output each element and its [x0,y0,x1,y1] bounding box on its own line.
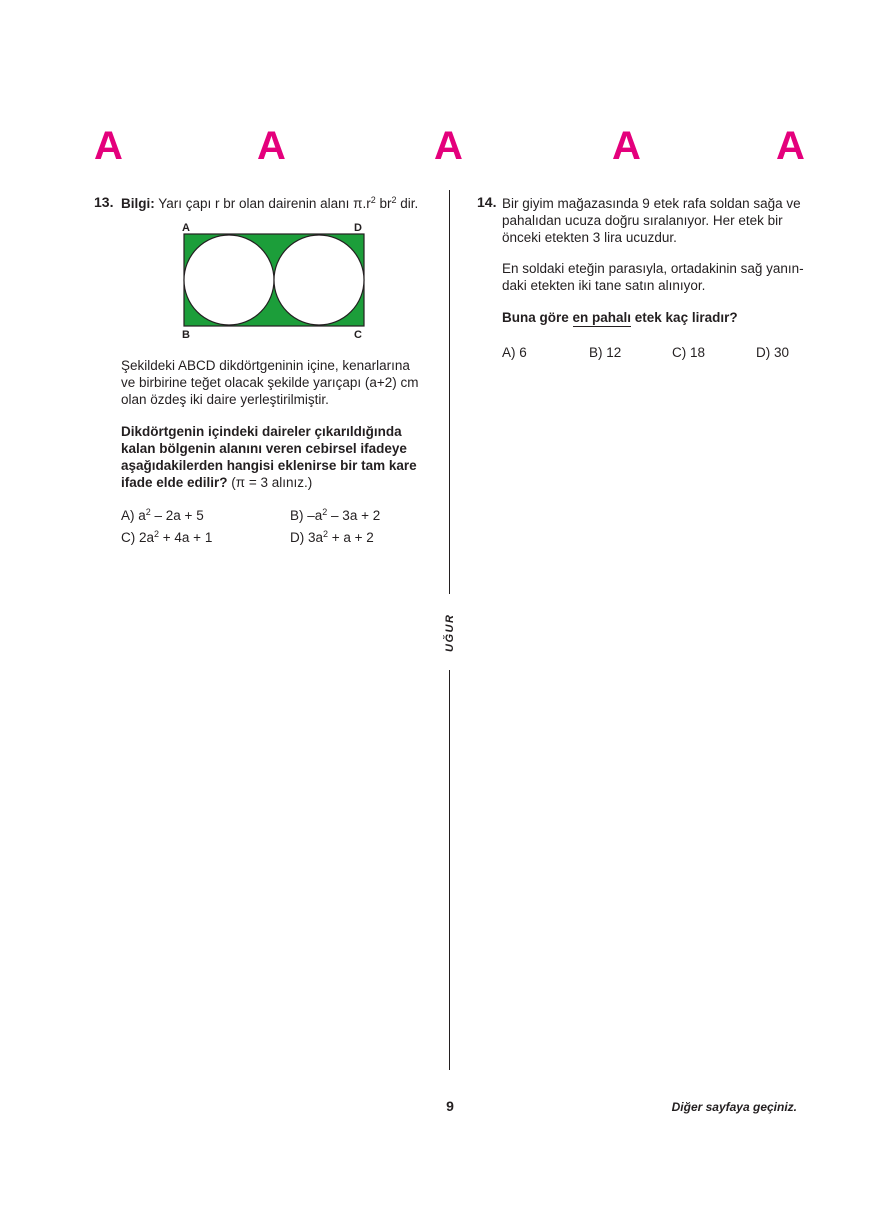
q14-line-5: daki etekten iki tane satın alınıyor. [502,278,706,293]
booklet-letter-4: A [612,124,641,168]
vertex-b-label: B [182,329,190,341]
vertex-c-label: C [354,329,362,341]
desc-line-3: olan özdeş iki daire yerleştirilmiştir. [121,392,329,407]
question-13-description [121,357,421,408]
info-exp-1: 2 [370,195,376,205]
question-13-number: 13. [94,194,114,210]
q14-option-c[interactable]: C) 18 [672,345,706,360]
info-text-c: dir. [400,196,419,211]
q14-line-3: önceki etekten 3 lira ucuzdur. [502,230,677,245]
q13-option-b-exp: 2 [322,507,328,517]
vertex-d-label: D [354,222,362,234]
next-page-note: Diğer sayfaya geçiniz. [671,1100,797,1114]
q13-option-c[interactable] [121,530,212,545]
q13-option-b[interactable] [290,508,380,523]
q14-prompt-post: etek kaç liradır? [631,310,738,325]
q14-prompt-underlined: en pahalı [572,310,632,325]
q14-option-b[interactable]: B) 12 [589,345,622,360]
booklet-letter-1: A [94,124,123,168]
q13-option-a-exp: 2 [145,507,151,517]
info-text-a: Yarı çapı r br olan dairenin alanı π.r [158,196,371,211]
info-label: Bilgi: [121,196,155,211]
rectangle-circles-figure [176,220,376,347]
q13-option-b-prefix: B) –a [290,508,323,523]
right-circle [274,235,364,325]
column-divider-top [449,190,450,594]
left-circle [184,235,274,325]
q14-line-2: pahalıdan ucuza doğru sıralanıyor. Her etek bir [502,213,783,228]
info-text-b: br [379,196,392,211]
booklet-letter-2: A [257,124,286,168]
vertex-a-label: A [182,222,190,234]
q13-option-a-prefix: A) a [121,508,146,523]
q14-prompt-pre: Buna göre [502,310,573,325]
q13-option-a-suffix: – 2a + 5 [150,508,204,523]
question-14-number: 14. [477,194,497,210]
prompt-line-3: aşağıdakilerden hangisi eklenirse bir tam kare [121,458,417,473]
pi-note: (π = 3 alınız.) [231,475,313,490]
q14-option-a[interactable]: A) 6 [502,345,527,360]
q14-option-d[interactable]: D) 30 [756,345,790,360]
question-13-info [121,195,421,212]
q13-option-c-suffix: + 4a + 1 [159,530,213,545]
q13-option-c-exp: 2 [154,529,160,539]
figure-svg [176,220,376,342]
prompt-line-2: kalan bölgenin alanını veren cebirsel ifadeye [121,441,407,456]
desc-line-1: Şekildeki ABCD dikdörtgeninin içine, kenarlarına [121,358,410,373]
page-number: 9 [446,1098,454,1114]
question-14-body-2 [502,260,806,294]
column-divider-bottom [449,670,450,1070]
booklet-letter-5: A [776,124,805,168]
q14-line-1: Bir giyim mağazasında 9 etek rafa soldan sağa ve [502,196,801,211]
q13-option-d[interactable] [290,530,374,545]
q14-line-4: En soldaki eteğin parasıyla, ortadakinin sağ yanın- [502,261,804,276]
q13-option-d-exp: 2 [323,529,329,539]
q13-option-b-suffix: – 3a + 2 [327,508,381,523]
brand-label: UĞUR [444,613,456,652]
q13-option-a[interactable] [121,508,204,523]
question-14-prompt [502,309,806,326]
desc-line-2: ve birbirine teğet olacak şekilde yarıçapı (a+2) cm [121,375,419,390]
info-exp-2: 2 [391,195,397,205]
prompt-line-1: Dikdörtgenin içindeki daireler çıkarıldığında [121,424,402,439]
prompt-line-4: ifade elde edilir? [121,475,228,490]
q13-option-c-prefix: C) 2a [121,530,155,545]
q13-option-d-suffix: + a + 2 [328,530,374,545]
q13-option-d-prefix: D) 3a [290,530,324,545]
question-14-body [502,195,806,246]
question-13-prompt [121,423,421,491]
booklet-letter-3: A [434,124,463,168]
